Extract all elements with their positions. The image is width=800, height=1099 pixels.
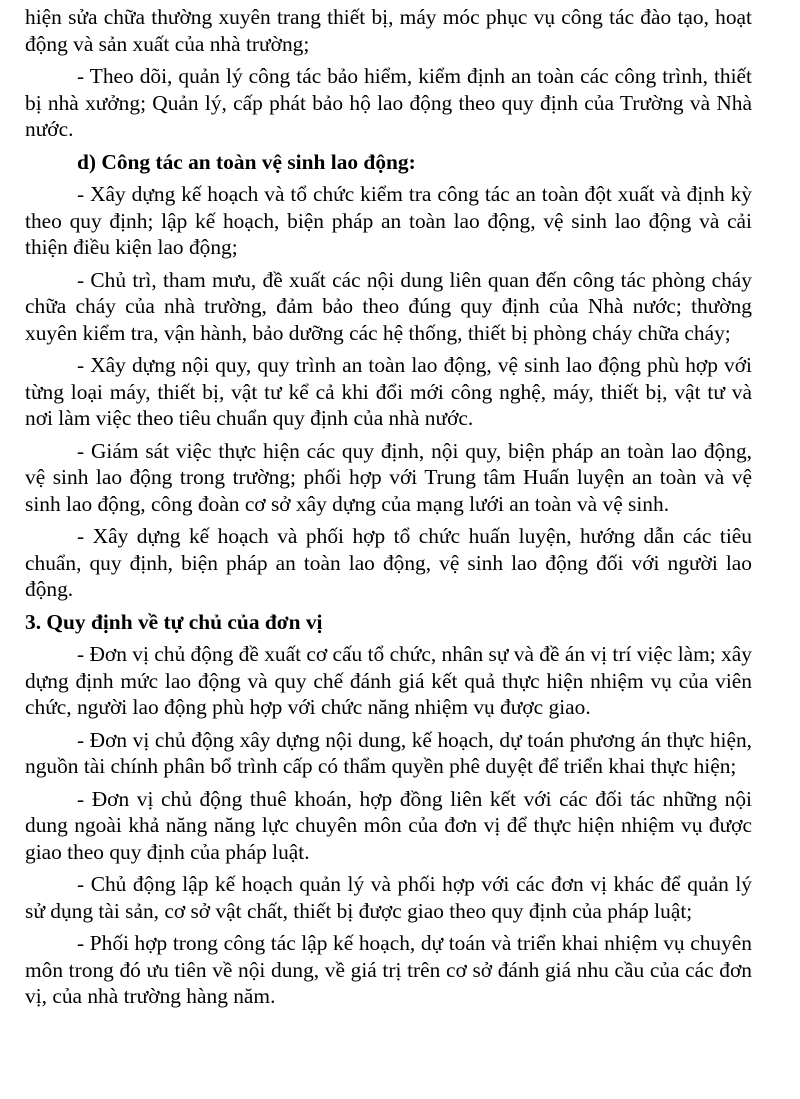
section-3-heading: 3. Quy định về tự chủ của đơn vị (25, 609, 323, 634)
section-3-item: - Đơn vị chủ động đề xuất cơ cấu tổ chức, nhân sự và đề án vị trí việc làm; xây dựng định mức lao động và quy chế đánh giá kết quả thực hiện nhiệm vụ của viên chức, người lao động phù hợp với chức năng nhiệm vụ được giao. (25, 642, 752, 719)
section-d-item: - Chủ trì, tham mưu, đề xuất các nội dung liên quan đến công tác phòng cháy chữa cháy của nhà trường, đảm bảo theo đúng quy định của Nhà nước; thường xuyên kiểm tra, vận hành, bảo dưỡng các hệ thống, thiết bị phòng cháy chữa cháy; (25, 267, 752, 345)
section-d-item: - Giám sát việc thực hiện các quy định, nội quy, biện pháp an toàn lao động, vệ sinh lao động trong trường; phối hợp với Trung tâm Huấn luyện an toàn và vệ sinh lao động, công đoàn cơ sở xây dựng của mạng lưới an toàn và vệ sinh. (25, 438, 752, 516)
paragraph-insurance: - Theo dõi, quản lý công tác bảo hiểm, kiểm định an toàn các công trình, thiết bị nhà xưởng; Quản lý, cấp phát bảo hộ lao động theo quy định của Trường và Nhà nước. (25, 64, 752, 141)
section-3-item: - Chủ động lập kế hoạch quản lý và phối hợp với các đơn vị khác để quản lý sử dụng tài sản, cơ sở vật chất, thiết bị được giao theo quy định của pháp luật; (25, 872, 752, 923)
section-d-item: - Xây dựng kế hoạch và phối hợp tổ chức huấn luyện, hướng dẫn các tiêu chuẩn, quy định, biện pháp an toàn lao động, vệ sinh lao động đối với người lao động. (25, 524, 752, 601)
section-d-item: - Xây dựng kế hoạch và tổ chức kiểm tra công tác an toàn đột xuất và định kỳ theo quy định; lập kế hoạch, biện pháp an toàn lao động, vệ sinh lao động và cải thiện điều kiện lao động; (25, 182, 752, 259)
paragraph-continuation: hiện sửa chữa thường xuyên trang thiết bị, máy móc phục vụ công tác đào tạo, hoạt động và sản xuất của nhà trường; (25, 5, 752, 56)
section-3-item: - Phối hợp trong công tác lập kế hoạch, dự toán và triển khai nhiệm vụ chuyên môn trong đó ưu tiên về nội dung, về giá trị trên cơ sở đánh giá nhu cầu của các đơn vị, của nhà trường hàng năm. (25, 931, 752, 1008)
section-d-heading: d) Công tác an toàn vệ sinh lao động: (77, 149, 416, 174)
section-d-item: - Xây dựng nội quy, quy trình an toàn lao động, vệ sinh lao động phù hợp với từng loại máy, thiết bị, vật tư kể cả khi đổi mới công nghệ, máy, thiết bị, vật tư và nơi làm việc theo tiêu chuẩn quy định của nhà nước. (25, 353, 752, 430)
section-3-item: - Đơn vị chủ động xây dựng nội dung, kế hoạch, dự toán phương án thực hiện, nguồn tài chính phân bổ trình cấp có thẩm quyền phê duyệt để triển khai thực hiện; (25, 727, 752, 778)
section-3-item: - Đơn vị chủ động thuê khoán, hợp đồng liên kết với các đối tác những nội dung ngoài khả năng năng lực chuyên môn của đơn vị để thực hiện nhiệm vụ được giao theo quy định của pháp luật. (25, 786, 752, 864)
